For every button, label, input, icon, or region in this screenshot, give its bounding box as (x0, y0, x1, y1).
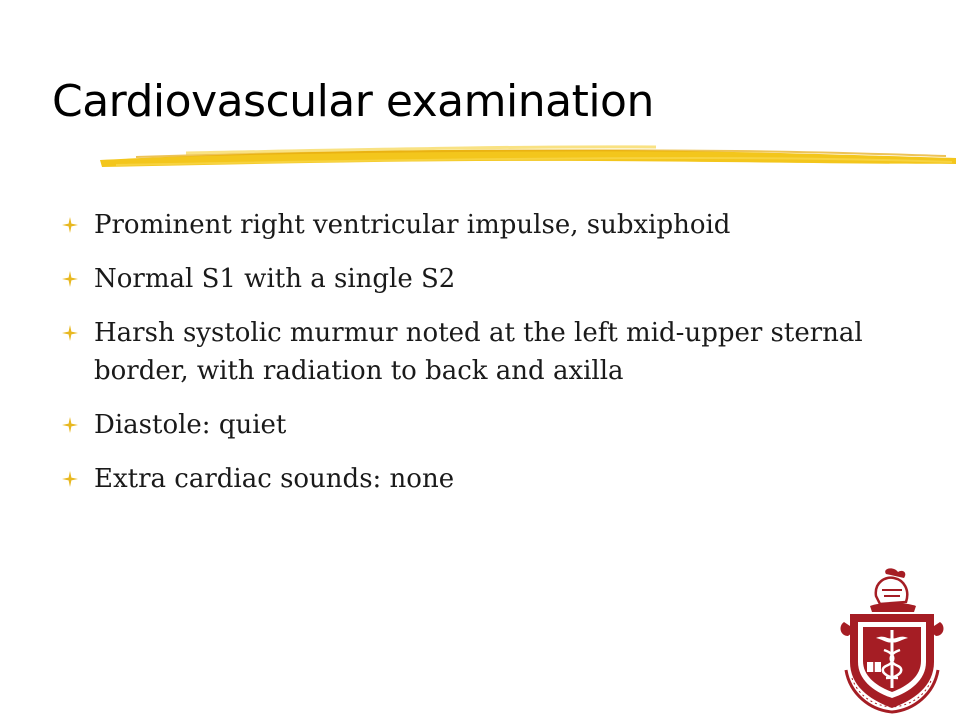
bullet-list (62, 206, 882, 514)
bullet-text: Extra cardiac sounds: none (94, 464, 455, 494)
bullet-item (62, 460, 882, 498)
slide-title: Cardiovascular examination (52, 76, 654, 127)
bullet-item (62, 206, 882, 244)
bullet-item (62, 314, 882, 390)
bullet-text: Prominent right ventricular impulse, subxiphoid (94, 210, 731, 240)
title-underline-brush (96, 140, 960, 174)
four-point-star-icon (62, 271, 78, 287)
four-point-star-icon (62, 217, 78, 233)
four-point-star-icon (62, 325, 78, 341)
bullet-text: Normal S1 with a single S2 (94, 264, 456, 294)
bullet-text: Diastole: quiet (94, 410, 287, 440)
caduceus-shield-seal-icon (836, 566, 948, 714)
bullet-text: Harsh systolic murmur noted at the left mid-upper sternal border, with radiation to back and axilla (94, 318, 863, 386)
four-point-star-icon (62, 471, 78, 487)
four-point-star-icon (62, 417, 78, 433)
bullet-item (62, 406, 882, 444)
bullet-item (62, 260, 882, 298)
